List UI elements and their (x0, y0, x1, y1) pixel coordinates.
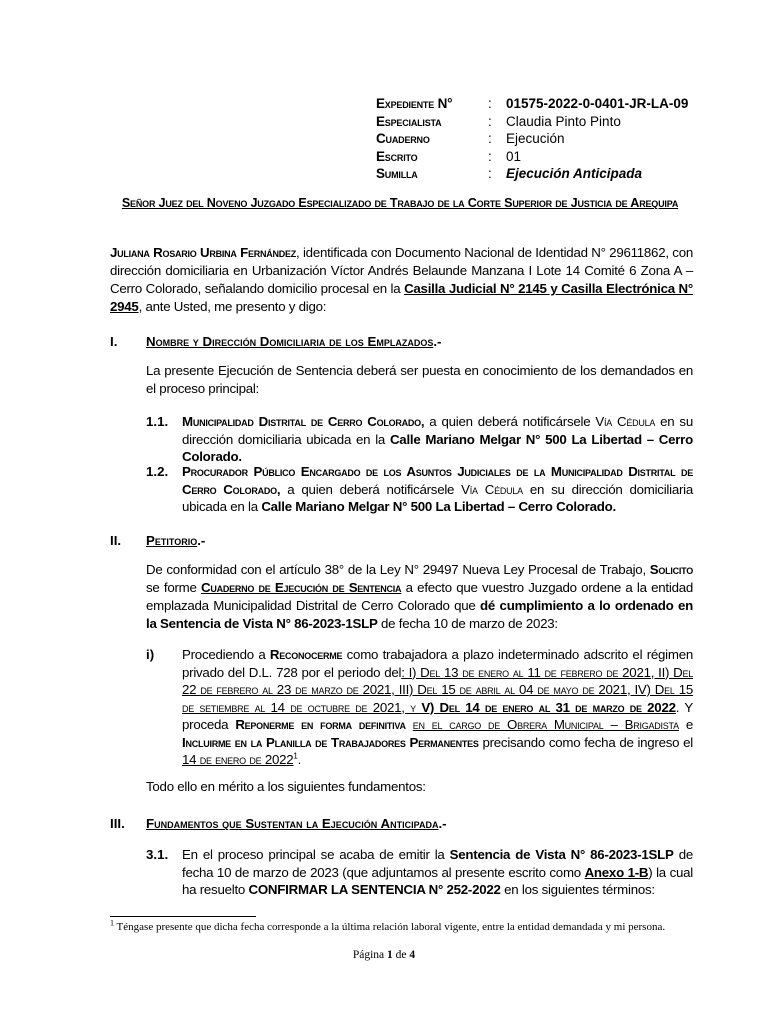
item-text (182, 646, 693, 769)
item-text (182, 463, 693, 516)
list-item-i (146, 646, 693, 769)
intro-text: , identificada con Documento Nacional de Identidad N° 29611862, con dirección domiciliaria en Urbanización Víctor Andrés Belaunde Manzana I Lote 14 Comité 6 Zona A – Cerro Colorado, señalando domicilio procesal en la (110, 245, 693, 296)
cuaderno-value: Ejecución (506, 131, 565, 147)
item-text-part: en su dirección domiciliaria ubicada en la (182, 414, 693, 447)
expediente-value: 01575-2022-0-0401-JR-LA-09 (506, 96, 689, 111)
sumilla-value: Ejecución Anticipada (506, 166, 643, 182)
item-text-part: a quien deberá notificársele (280, 481, 462, 497)
sentence-reference: dé cumplimiento a lo ordenado en la Sentencia de Vista N° 86-2023-1SLP (146, 598, 693, 631)
text-part: ) la cual ha resuelto (182, 864, 693, 897)
todo-ello-paragraph: Todo ello en mérito a los siguientes fundamentos: (146, 779, 426, 794)
incluirme-keyword: Incluirme en la Planilla de Trabajadores Permanentes (182, 734, 479, 750)
confirmar-reference: CONFIRMAR LA SENTENCIA N° 252-2022 (248, 882, 501, 897)
section-title-text: Petitorio (146, 533, 198, 548)
section-heading-3 (110, 815, 447, 833)
colon: : (488, 113, 492, 129)
especialista-label: Especialista (376, 113, 442, 129)
expediente-label: Expediente N° (376, 96, 453, 111)
section-suffix: .- (438, 816, 447, 831)
section-title-text: Nombre y Dirección Domiciliaria de los Emplazados (146, 334, 434, 349)
anexo-reference: Anexo 1-B (584, 864, 649, 880)
cuaderno-label: Cuaderno (376, 131, 430, 147)
total-pages: 4 (409, 949, 416, 961)
notification-method: Vía Cédula (461, 481, 523, 497)
page-number (0, 949, 768, 961)
colon: : (488, 131, 492, 147)
sumilla-row (376, 165, 688, 183)
text-part: e (678, 717, 694, 732)
text-part: a efecto que vuestro Juzgado ordene a la entidad emplazada Municipalidad Distrital de Cerro Colorado que (146, 580, 694, 613)
current-page: 1 (387, 949, 393, 961)
intro-paragraph (110, 244, 693, 316)
colon: : (488, 166, 492, 182)
fecha-ingreso: 14 de enero de 2022 (182, 752, 294, 767)
sumilla-label: Sumilla (376, 166, 418, 182)
cuaderno-reference: Cuaderno de Ejecución de Sentencia (201, 580, 402, 595)
periods: : I) Del 13 de enero al 11 de febrero de 2021, II) Del 22 de febrero al 23 de marzo de 2021, III) Del 15 de abril al 04 de mayo de 2021, IV) Del 15 de setiembre al 14 de octubre de 2021, y (182, 664, 693, 715)
petitorio-paragraph (146, 561, 693, 633)
text-part: . Y proceda (182, 699, 693, 732)
case-header (376, 95, 688, 183)
text-part: De conformidad con el artículo 38° de la Ley N° 29497 Nueva Ley Procesal de Trabajo, (146, 562, 650, 577)
section-number: I. (110, 334, 118, 349)
text-part: en los siguientes términos: (500, 882, 655, 897)
entity-name: Municipalidad Distrital de Cerro Colorado, (182, 414, 425, 429)
section-number: III. (110, 816, 125, 831)
text-part: Procediendo a (182, 647, 270, 662)
solicito-keyword: Solicito (649, 562, 693, 577)
footnote-ref: 1 (293, 751, 298, 761)
footnote (110, 920, 690, 935)
escrito-value: 01 (506, 148, 522, 164)
item-number: 1.2. (146, 464, 169, 479)
item-text-part: en su dirección domiciliaria ubicada en la (182, 481, 693, 514)
section-title (146, 333, 441, 351)
section-heading-1 (110, 333, 441, 351)
escrito-label: Escrito (376, 148, 418, 164)
period-v: V) Del 14 de enero al 31 de marzo de 2022 (421, 699, 676, 715)
section-title (146, 532, 205, 550)
item-number: i) (146, 647, 155, 662)
text-part: precisando como fecha de ingreso el (478, 734, 693, 750)
especialista-value: Claudia Pinto Pinto (506, 113, 621, 129)
sentencia-reference: Sentencia de Vista N° 86-2023-1SLP (449, 847, 674, 862)
section-heading-2 (110, 532, 205, 550)
page-of: de (392, 949, 410, 961)
intro-text-end: , ante Usted, me presento y digo: (138, 299, 327, 314)
section-title-text: Fundamentos que Sustentan la Ejecución Anticipada (146, 816, 439, 831)
text-part: de fecha 10 de marzo de 2023 (que adjuntamos al presente escrito como (182, 847, 693, 880)
cuaderno-row (376, 130, 688, 148)
addressee-title: Señor Juez del Noveno Juzgado Especializado de Trabajo de la Corte Superior de Justicia de Arequipa (121, 196, 679, 210)
address: Calle Mariano Melgar N° 500 La Libertad – Cerro Colorado. (261, 499, 616, 514)
cargo: en el cargo de Obrera Municipal – Brigadista (412, 717, 679, 732)
item-text (182, 846, 693, 899)
text-part: como trabajadora a plazo indeterminado adscrito el régimen privado del D.L. 728 por el periodo del (182, 647, 693, 680)
entity-name: Procurador Público Encargado de los Asuntos Judiciales de la Municipalidad Distrital de Cerro Colorado, (182, 464, 693, 497)
expediente-row (376, 95, 688, 113)
page-label: Página (352, 949, 388, 961)
colon: : (488, 148, 492, 164)
escrito-row (376, 148, 688, 166)
text-part (406, 717, 413, 732)
text-part: se forme (146, 580, 202, 595)
section-suffix: .- (433, 334, 442, 349)
footnote-separator (110, 916, 256, 917)
list-item-1-2 (146, 463, 693, 516)
address: Calle Mariano Melgar N° 500 La Libertad – Cerro Colorado. (182, 431, 693, 464)
text-part: de fecha 10 de marzo de 2023: (377, 616, 558, 631)
list-item-1-1 (146, 413, 693, 466)
item-text-part: a quien deberá notificársele (424, 414, 596, 429)
text-part: . (297, 752, 302, 767)
casilla-reference: Casilla Judicial N° 2145 y Casilla Electrónica N° 2945 (110, 281, 693, 314)
colon: : (488, 96, 492, 111)
section-number: II. (110, 533, 122, 548)
especialista-row (376, 113, 688, 131)
section-suffix: .- (197, 533, 206, 548)
footnote-number: 1 (110, 918, 114, 928)
item-number: 1.1. (146, 414, 169, 429)
text-part: En el proceso principal se acaba de emitir la (182, 847, 450, 862)
list-item-3-1 (146, 846, 693, 899)
item-text (182, 413, 693, 466)
item-number: 3.1. (146, 847, 169, 862)
section-1-paragraph: La presente Ejecución de Sentencia deberá ser puesta en conocimiento de los demandados en el proceso principal: (146, 363, 693, 396)
section-title (146, 815, 447, 833)
footnote-text: Téngase presente que dicha fecha corresponde a la última relación laboral vigente, entre la entidad demandada y mi persona. (114, 921, 666, 933)
reconocerme-keyword: Reconocerme (269, 647, 343, 662)
notification-method: Vía Cédula (595, 414, 656, 429)
reponer-keyword: Reponerme en forma definitiva (235, 717, 406, 732)
petitioner-name: Juliana Rosario Urbina Fernández (110, 245, 297, 260)
